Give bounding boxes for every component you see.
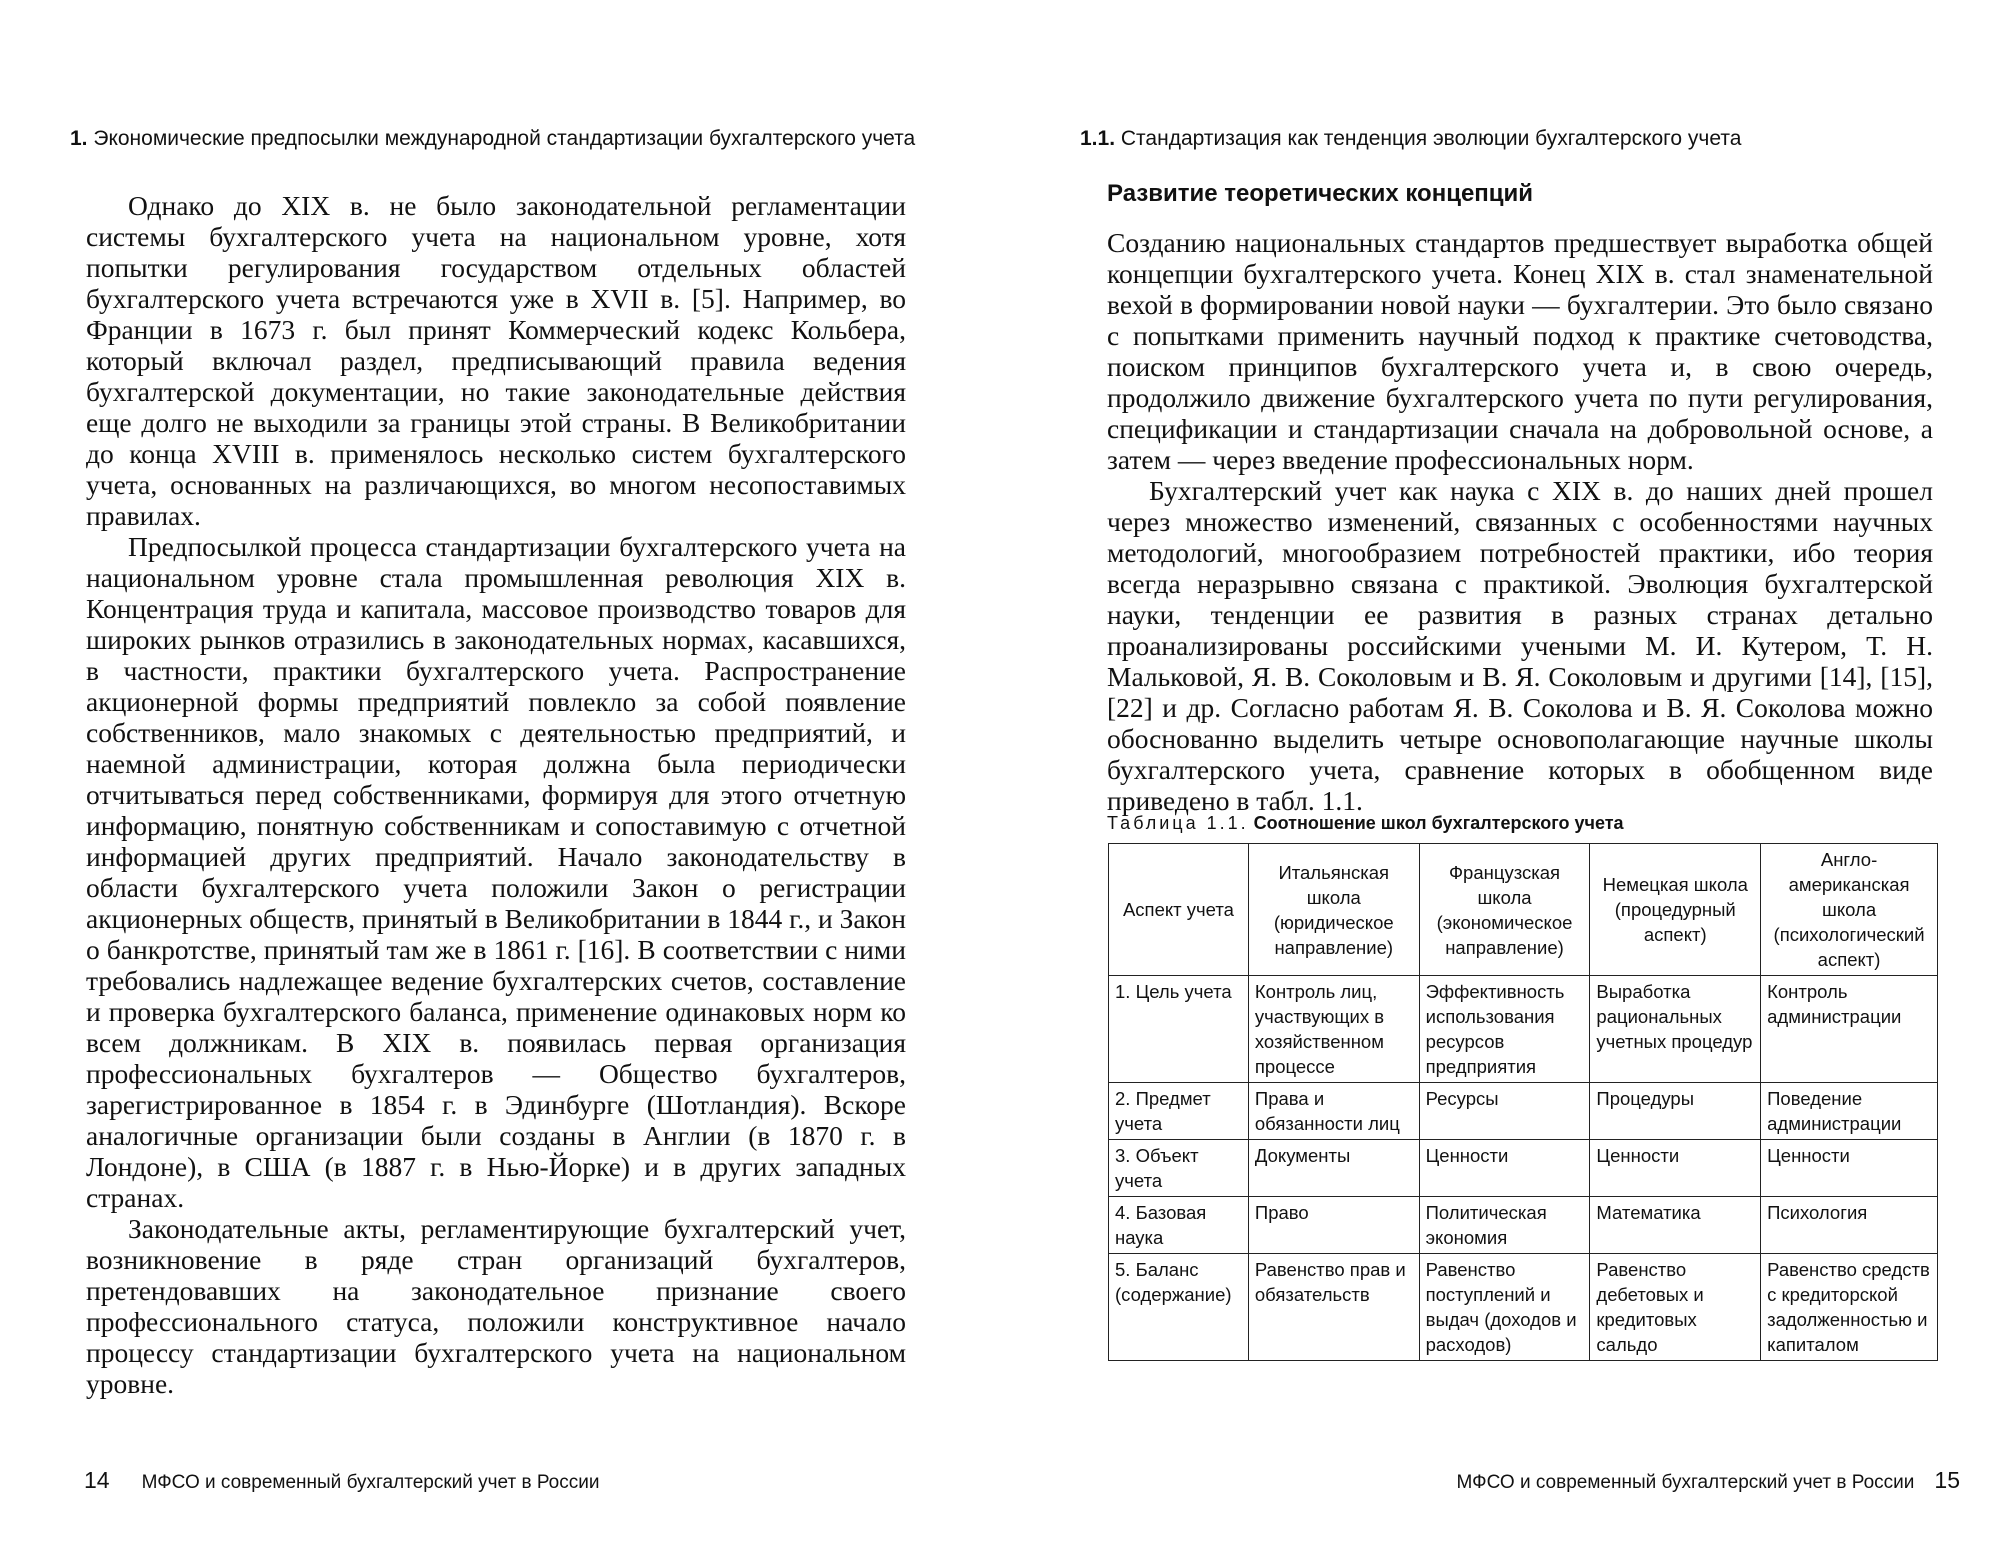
left-paragraph-2: Предпосылкой процесса стандартизации бухгалтерского учета на национальном уровне стала промышленная революция XIX в. Концентрация труда и капитала, массовое производство товаров для широких рынков отразились в законодательных нормах, касавшихся, в частности, практики бухгалтерского учета. Распространение акционерной формы предприятий повлекло за собой появление собственников, мало знакомых с деятельностью предприятий, и наемной администрации, которая должна была периодически отчитываться перед собственниками, формируя для этого отчетную информацию, понятную собственникам и сопоставимую с отчетной информацией других предприятий. Начало законодательству в области бухгалтерского учета положили Закон о регистрации акционерных обществ, принятый в Великобритании в 1844 г., и Закон о банкротстве, принятый там же в 1861 г. [16]. В соответствии с ними требовались надлежащее ведение бухгалтерских счетов, составление и проверка бухгалтерского баланса, применение одинаковых норм ко всем должникам. В XIX в. появилась первая организация профессиональных бухгалтеров — Общество бухгалтеров, зарегистрированное в 1854 г. в Эдинбурге (Шотландия). Вскоре аналогичные организации были созданы в Англии (в 1870 г. в Лондоне), в США (в 1887 г. в Нью-Йорке) и в других западных странах. [86,531,906,1213]
schools-comparison-table [1108,843,1938,1361]
left-running-head [70,127,915,151]
table-header-cell: Французская школа (экономическое направление) [1419,844,1590,976]
table-cell: Политическая экономия [1419,1197,1590,1254]
table-row [1109,1197,1938,1254]
right-page-number: 15 [1934,1467,1960,1493]
table-cell: Математика [1590,1197,1761,1254]
table-cell: Контроль администрации [1761,976,1938,1083]
right-book-title: МФСО и современный бухгалтерский учет в России [1456,1472,1915,1493]
section-heading: Развитие теоретических концепций [1107,180,1534,207]
table-cell: Психология [1761,1197,1938,1254]
table-cell: Равенство прав и обязательств [1248,1254,1419,1361]
table-caption [1107,813,1624,834]
left-book-title: МФСО и современный бухгалтерский учет в России [141,1472,600,1493]
right-running-head-number: 1.1. [1080,127,1116,150]
table-cell: 1. Цель учета [1109,976,1249,1083]
table-cell: Процедуры [1590,1083,1761,1140]
right-paragraph-1: Созданию национальных стандартов предшествует выработка общей концепции бухгалтерского учета. Конец XIX в. стал знаменательной вехой в формировании новой науки — бухгалтерии. Это было связано с попытками применить научный подход к практике счетоводства, поиском принципов бухгалтерского учета и, в свою очередь, продолжило движение бухгалтерского учета по пути регулирования, спецификации и стандартизации сначала на добровольной основе, а затем — через введение профессиональных норм. [1107,227,1933,475]
table-cell: Право [1248,1197,1419,1254]
table-header-cell: Англо-американская школа (психологический аспект) [1761,844,1938,976]
table-header-cell: Аспект учета [1109,844,1249,976]
right-running-head [1080,127,1741,151]
table-cell: Документы [1248,1140,1419,1197]
right-running-head-text: Стандартизация как тенденция эволюции бухгалтерского учета [1115,127,1742,150]
table-cell: Равенство поступлений и выдач (доходов и расходов) [1419,1254,1590,1361]
table-header-cell: Итальянская школа (юридическое направление) [1248,844,1419,976]
left-body-text [86,190,906,1399]
table-cell: Контроль лиц, участвующих в хозяйственном процессе [1248,976,1419,1083]
table-cell: 3. Объект учета [1109,1140,1249,1197]
table-cell: Равенство дебетовых и кредитовых сальдо [1590,1254,1761,1361]
table-cell: Выработка рациональных учетных процедур [1590,976,1761,1083]
table-cell: Поведение администрации [1761,1083,1938,1140]
table-row [1109,1083,1938,1140]
table-cell: 5. Баланс (содержание) [1109,1254,1249,1361]
table-cell: 2. Предмет учета [1109,1083,1249,1140]
table-cell: Ресурсы [1419,1083,1590,1140]
left-paragraph-1: Однако до XIX в. не было законодательной регламентации системы бухгалтерского учета на национальном уровне, хотя попытки регулирования государством отдельных областей бухгалтерского учета встречаются уже в XVII в. [5]. Например, во Франции в 1673 г. был принят Коммерческий кодекс Кольбера, который включал раздел, предписывающий правила ведения бухгалтерской документации, но такие законодательные действия еще долго не выходили за границы этой страны. В Великобритании до конца XVIII в. применялось несколько систем бухгалтерского учета, основанных на различающихся, во многом несопоставимых правилах. [86,190,906,531]
table-header-row [1109,844,1938,976]
left-running-head-number: 1. [70,127,88,150]
right-paragraph-2: Бухгалтерский учет как наука с XIX в. до наших дней прошел через множество изменений, связанных с особенностями научных методологий, многообразием потребностей практики, ибо теория всегда неразрывно связана с практикой. Эволюция бухгалтерской науки, тенденции ее развития в разных странах детально проанализированы российскими учеными М. И. Кутером, Т. Н. Мальковой, Я. В. Соколовым и В. Я. Соколовым и другими [14], [15], [22] и др. Согласно работам Я. В. Соколова и В. Я. Соколова можно обоснованно выделить четыре основополагающие научные школы бухгалтерского учета, сравнение которых в обобщенном виде приведено в табл. 1.1. [1107,475,1933,816]
table-cell: Эффективность использования ресурсов предприятия [1419,976,1590,1083]
right-footer [1457,1467,1960,1494]
left-running-head-text: Экономические предпосылки международной стандартизации бухгалтерского учета [87,127,916,150]
table-header-cell: Немецкая школа (процедурный аспект) [1590,844,1761,976]
table-cell: Ценности [1419,1140,1590,1197]
left-paragraph-3: Законодательные акты, регламентирующие бухгалтерский учет, возникновение в ряде стран организаций бухгалтеров, претендовавших на законодательное признание своего профессионального статуса, положили конструктивное начало процессу стандартизации бухгалтерского учета на национальном уровне. [86,1213,906,1399]
right-page [1040,0,2000,1548]
table-caption-label: Таблица 1.1. [1107,813,1249,833]
left-page-number: 14 [84,1467,110,1493]
table-cell: Ценности [1761,1140,1938,1197]
table-cell: Права и обязанности лиц [1248,1083,1419,1140]
table-cell: Ценности [1590,1140,1761,1197]
table-cell: 4. Базовая наука [1109,1197,1249,1254]
table-row [1109,976,1938,1083]
table-row [1109,1140,1938,1197]
table-caption-title: Соотношение школ бухгалтерского учета [1253,813,1624,833]
left-page [0,0,960,1548]
right-body-text [1107,227,1933,816]
table-cell: Равенство средств с кредиторской задолженностью и капиталом [1761,1254,1938,1361]
table-row [1109,1254,1938,1361]
left-footer [84,1467,599,1494]
